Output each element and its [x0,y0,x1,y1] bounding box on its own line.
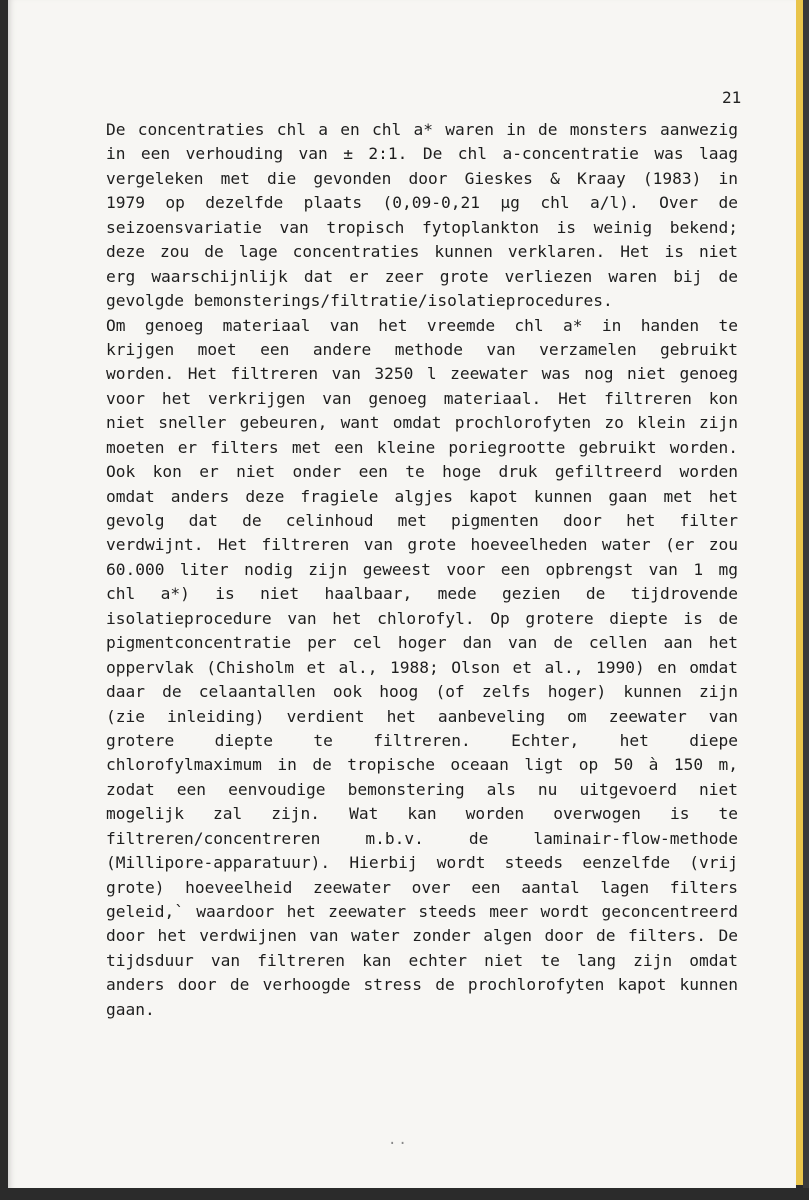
text-line: De concentraties chl a en chl a* waren in de monsters aanwezig [106,120,738,139]
text-line: 60.000 liter nodig zijn geweest voor een opbrengst van 1 mg [106,559,738,579]
text-line: pigmentconcentratie per cel hoger dan van de cellen aan het [106,633,738,653]
text-line: oppervlak (Chisholm et al., 1988; Olson et al., 1990) en omdat [106,657,738,677]
text-line: 1979 op dezelfde plaats (0,09-0,21 µg chl a/l). Over de [106,193,738,213]
text-line: verdwijnt. Het filtreren van grote hoeveelheden water (er zou [106,535,738,555]
text-line: Ook kon er niet onder een te hoge druk gefiltreerd worden [106,462,738,482]
text-line: vergeleken met die gevonden door Gieskes & Kraay (1983) in [106,168,738,188]
page-edge-yellow [796,0,803,1185]
text-line: geleid,` waardoor het zeewater steeds meer wordt geconcentreerd [106,902,738,921]
text-line: tijdsduur van filtreren kan echter niet te lang zijn omdat [106,950,738,970]
text-line: grotere diepte te filtreren. Echter, het diepe [106,730,738,750]
text-line: daar de celaantallen ook hoog (of zelfs hoger) kunnen zijn [106,682,738,702]
text-line: anders door de verhoogde stress de prochlorofyten kapot kunnen [106,975,738,995]
text-line: worden. Het filtreren van 3250 l zeewater was nog niet genoeg [106,364,738,384]
text-line: in een verhouding van ± 2:1. De chl a-concentratie was laag [106,144,738,164]
text-line: mogelijk zal zijn. Wat kan worden overwogen is te [106,804,738,824]
text-line: door het verdwijnen van water zonder algen door de filters. De [106,926,738,946]
text-line: gevolg dat de celinhoud met pigmenten door het filter [106,511,738,530]
footer-mark: .. [388,1132,409,1148]
text-line: isolatieprocedure van het chlorofyl. Op grotere diepte is de [106,608,738,628]
text-line: erg waarschijnlijk dat er zeer grote verliezen waren bij de [106,266,738,286]
text-line: filtreren/concentreren m.b.v. de laminair-flow-methode [106,828,738,848]
text-line: Om genoeg materiaal van het vreemde chl a* in handen te [106,315,738,335]
text-line: (zie inleiding) verdient het aanbeveling om zeewater van [106,706,738,726]
text-line: deze zou de lage concentraties kunnen verklaren. Het is niet [106,242,738,262]
text-line: chlorofylmaximum in de tropische oceaan ligt op 50 à 150 m, [106,755,738,775]
page-edge-dark [803,0,809,1200]
text-line: gevolgde bemonsterings/filtratie/isolatieprocedures. [106,291,613,311]
page-bottom-edge [0,1188,809,1200]
text-line: chl a*) is niet haalbaar, mede gezien de tijdrovende [106,584,738,604]
text-line: seizoensvariatie van tropisch fytoplankton is weinig bekend; [106,217,738,237]
text-line: gaan. [106,999,155,1019]
text-line: krijgen moet een andere methode van verzamelen gebruikt [106,339,738,359]
text-line: voor het verkrijgen van genoeg materiaal. Het filtreren kon [106,388,738,408]
page-number: 21 [722,88,742,107]
text-line: moeten er filters met een kleine poriegrootte gebruikt worden. [106,437,738,457]
text-line: omdat anders deze fragiele algjes kapot kunnen gaan met het [106,486,738,506]
text-line: grote) hoeveelheid zeewater over een aantal lagen filters [106,877,738,897]
text-line: niet sneller gebeuren, want omdat prochlorofyten zo klein zijn [106,413,738,433]
body-text [106,118,738,1022]
text-line: (Millipore-apparatuur). Hierbij wordt steeds eenzelfde (vrij [106,853,738,873]
text-line: zodat een eenvoudige bemonstering als nu uitgevoerd niet [106,779,738,799]
